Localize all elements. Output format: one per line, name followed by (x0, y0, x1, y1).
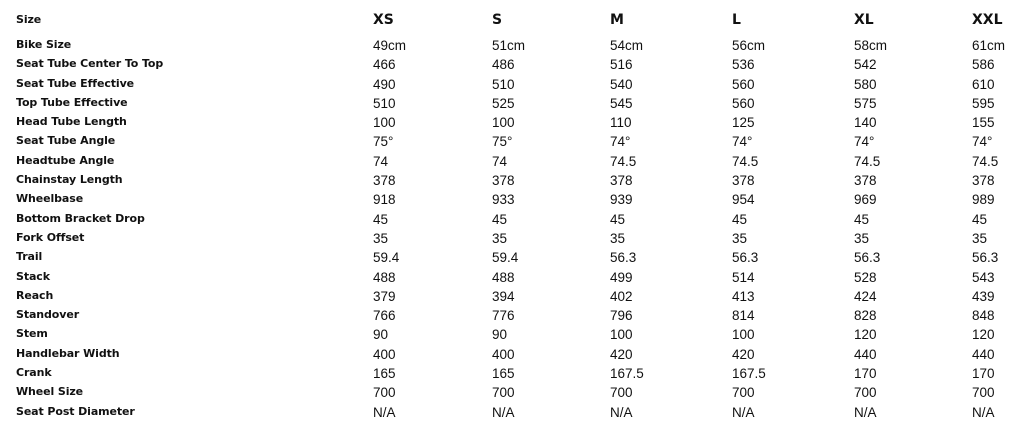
table-cell: 61cm (972, 38, 1006, 53)
table-row (16, 189, 1020, 208)
table-cell: 939 (610, 192, 633, 208)
table-cell: 560 (732, 76, 755, 92)
table-cell: 100 (732, 327, 755, 343)
table-cell: 74° (610, 134, 631, 150)
table-cell: 466 (373, 57, 396, 73)
table-cell: 45 (373, 211, 389, 227)
table-cell: 35 (732, 230, 748, 246)
table-cell: 918 (373, 192, 396, 208)
table-cell: 378 (972, 173, 995, 189)
column-header-s: S (492, 12, 503, 28)
table-cell: 400 (492, 346, 515, 362)
row-label: Crank (16, 366, 52, 380)
table-cell: 378 (732, 173, 755, 189)
table-cell: 933 (492, 192, 515, 208)
table-row (16, 305, 1020, 324)
table-cell: 140 (854, 115, 877, 131)
table-cell: N/A (492, 404, 515, 420)
table-cell: 499 (610, 269, 633, 285)
table-cell: 545 (610, 95, 633, 111)
table-cell: 110 (610, 115, 632, 131)
table-cell: 49cm (373, 38, 407, 53)
table-cell: 989 (972, 192, 995, 208)
table-cell: 74 (373, 153, 389, 169)
table-cell: 100 (492, 115, 515, 131)
table-cell: 486 (492, 57, 515, 73)
table-cell: N/A (732, 404, 755, 420)
table-row (16, 267, 1020, 286)
table-row (16, 54, 1020, 73)
table-cell: 424 (854, 288, 877, 304)
table-cell: 543 (972, 269, 995, 285)
table-cell: 954 (732, 192, 755, 208)
table-cell: 165 (492, 366, 515, 382)
table-cell: 400 (373, 346, 396, 362)
table-row (16, 247, 1020, 266)
table-cell: 35 (373, 230, 389, 246)
table-cell: 120 (854, 327, 877, 343)
column-header-l: L (732, 12, 741, 28)
size-header-label: Size (16, 13, 42, 26)
table-cell: 170 (854, 366, 877, 382)
table-cell: 440 (854, 346, 877, 362)
table-cell: 536 (732, 57, 755, 73)
row-label: Headtube Angle (16, 153, 115, 167)
table-cell: 120 (972, 327, 995, 343)
table-cell: 59.4 (492, 250, 519, 266)
table-cell: 90 (492, 327, 508, 343)
table-row (16, 286, 1020, 305)
table-cell: 490 (373, 76, 396, 92)
table-cell: 378 (373, 173, 396, 189)
table-cell: N/A (373, 404, 396, 420)
row-label: Head Tube Length (16, 115, 127, 129)
table-cell: 420 (610, 346, 633, 362)
table-cell: 700 (373, 385, 396, 401)
row-label: Stack (16, 269, 50, 283)
table-cell: 100 (373, 115, 396, 131)
table-cell: 74.5 (732, 153, 759, 169)
table-cell: 74° (972, 134, 993, 150)
table-cell: 167.5 (732, 366, 766, 382)
table-cell: 510 (373, 95, 396, 111)
table-row (16, 74, 1020, 93)
table-cell: 35 (492, 230, 508, 246)
table-cell: 420 (732, 346, 755, 362)
table-row (16, 131, 1020, 150)
table-cell: 379 (373, 288, 396, 304)
row-label: Seat Tube Center To Top (16, 57, 164, 71)
table-cell: 814 (732, 308, 755, 324)
table-cell: 848 (972, 308, 995, 324)
table-cell: 74.5 (610, 153, 637, 169)
table-cell: 56cm (732, 38, 766, 53)
table-cell: 165 (373, 366, 396, 382)
table-cell: 35 (610, 230, 626, 246)
table-cell: 766 (373, 308, 396, 324)
table-cell: 700 (972, 385, 995, 401)
table-row (16, 228, 1020, 247)
table-cell: 575 (854, 95, 877, 111)
table-cell: 402 (610, 288, 633, 304)
table-cell: 74° (854, 134, 875, 150)
row-label: Seat Post Diameter (16, 404, 135, 418)
table-row (16, 35, 1020, 54)
table-cell: 394 (492, 288, 515, 304)
table-cell: 56.3 (732, 250, 759, 266)
table-header-row (16, 10, 1020, 35)
geometry-table (16, 10, 1020, 421)
table-row (16, 93, 1020, 112)
table-cell: 45 (732, 211, 748, 227)
table-cell: 59.4 (373, 250, 400, 266)
table-cell: 45 (492, 211, 508, 227)
table-cell: 378 (854, 173, 877, 189)
table-cell: 167.5 (610, 366, 644, 382)
row-label: Chainstay Length (16, 173, 123, 187)
table-cell: 378 (492, 173, 515, 189)
table-cell: 488 (492, 269, 515, 285)
table-cell: 58cm (854, 38, 888, 53)
table-cell: 440 (972, 346, 995, 362)
table-cell: 74.5 (972, 153, 999, 169)
table-cell: 125 (732, 115, 755, 131)
table-cell: 54cm (610, 38, 644, 53)
table-cell: 90 (373, 327, 389, 343)
row-label: Stem (16, 327, 48, 341)
table-cell: 74° (732, 134, 753, 150)
table-cell: 100 (610, 327, 633, 343)
row-label: Handlebar Width (16, 346, 120, 360)
table-cell: 45 (610, 211, 626, 227)
row-label: Standover (16, 308, 80, 322)
table-cell: 45 (972, 211, 988, 227)
table-cell: N/A (854, 404, 877, 420)
table-cell: 439 (972, 288, 995, 304)
table-row (16, 402, 1020, 421)
table-cell: 45 (854, 211, 870, 227)
table-cell: 75° (492, 134, 513, 150)
row-label: Reach (16, 288, 54, 302)
table-cell: 700 (732, 385, 755, 401)
table-cell: 74.5 (854, 153, 881, 169)
table-cell: 542 (854, 57, 877, 73)
table-row (16, 209, 1020, 228)
table-cell: 700 (854, 385, 877, 401)
table-cell: 35 (854, 230, 870, 246)
column-header-m: M (610, 12, 624, 28)
table-cell: 74 (492, 153, 508, 169)
row-label: Wheelbase (16, 192, 84, 206)
table-row (16, 170, 1020, 189)
row-label: Top Tube Effective (16, 95, 128, 109)
table-body (16, 35, 1020, 421)
table-cell: 413 (732, 288, 755, 304)
table-cell: 56.3 (854, 250, 881, 266)
row-label: Wheel Size (16, 385, 84, 399)
table-cell: 969 (854, 192, 877, 208)
table-cell: 560 (732, 95, 755, 111)
table-row (16, 363, 1020, 382)
table-cell: 700 (492, 385, 515, 401)
table-cell: 580 (854, 76, 877, 92)
table-cell: 516 (610, 57, 633, 73)
table-cell: 378 (610, 173, 633, 189)
row-label: Fork Offset (16, 230, 85, 244)
row-label: Trail (16, 250, 43, 264)
table-cell: 610 (972, 76, 995, 92)
table-cell: 488 (373, 269, 396, 285)
table-cell: 595 (972, 95, 995, 111)
table-cell: 776 (492, 308, 515, 324)
table-cell: 75° (373, 134, 394, 150)
table-row (16, 151, 1020, 170)
row-label: Bottom Bracket Drop (16, 211, 145, 225)
table-cell: 51cm (492, 38, 526, 53)
table-row (16, 112, 1020, 131)
table-cell: 56.3 (610, 250, 637, 266)
table-row (16, 382, 1020, 401)
column-header-xl: XL (854, 12, 874, 28)
table-cell: 155 (972, 115, 995, 131)
table-cell: N/A (972, 404, 995, 420)
table-cell: 540 (610, 76, 633, 92)
table-cell: 510 (492, 76, 515, 92)
table-cell: 56.3 (972, 250, 999, 266)
row-label: Bike Size (16, 38, 72, 51)
table-row (16, 324, 1020, 343)
table-cell: 828 (854, 308, 877, 324)
table-cell: 170 (972, 366, 995, 382)
column-header-xxl: XXL (972, 12, 1003, 28)
table-cell: 35 (972, 230, 988, 246)
row-label: Seat Tube Effective (16, 76, 135, 90)
table-cell: 796 (610, 308, 633, 324)
table-cell: 514 (732, 269, 755, 285)
table-row (16, 344, 1020, 363)
column-header-xs: XS (373, 12, 394, 28)
table-cell: 586 (972, 57, 995, 73)
row-label: Seat Tube Angle (16, 134, 116, 148)
table-cell: 700 (610, 385, 633, 401)
table-cell: 525 (492, 95, 515, 111)
table-cell: N/A (610, 404, 633, 420)
table-cell: 528 (854, 269, 877, 285)
